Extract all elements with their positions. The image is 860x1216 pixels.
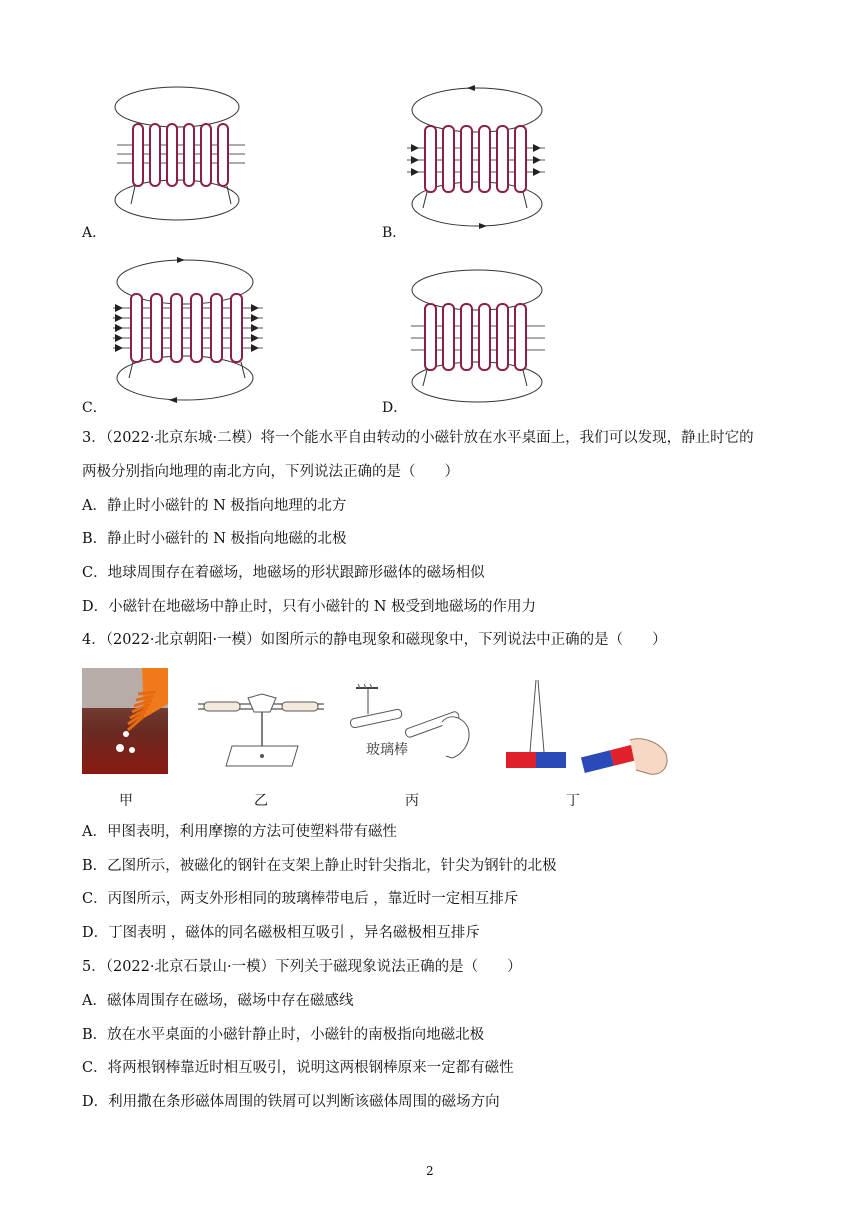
page-number: 2 xyxy=(426,1164,434,1178)
question-4-option-d: D．丁图表明 ，磁体的同名磁极相互吸引 ，异名磁极相互排斥 xyxy=(82,925,480,941)
question-4-option-a: A．甲图表明，利用摩擦的方法可使塑料带有磁性 xyxy=(82,824,397,840)
figure-option-a-label: A． xyxy=(82,225,107,241)
question-5-option-a: A．磁体周围存在磁场，磁场中存在磁感线 xyxy=(82,993,354,1009)
figure-option-d-label: D． xyxy=(382,400,408,416)
question-3-stem-line1: 3．（2022·北京东城·二模）将一个能水平自由转动的小磁针放在水平桌面上，我们可以发现，静止时它的 xyxy=(82,430,754,446)
question-5-option-d: D．利用撒在条形磁体周围的铁屑可以判断该磁体周围的磁场方向 xyxy=(82,1094,500,1110)
needle-stand-figure xyxy=(196,690,326,770)
question-4-option-c: C．丙图所示，两支外形相同的玻璃棒带电后 ，靠近时一定相互排斥 xyxy=(82,891,519,907)
question-3-option-b: B．静止时小磁针的 N 极指向地磁的北极 xyxy=(82,531,347,547)
solenoid-figure-d xyxy=(405,262,555,412)
solenoid-figure-a xyxy=(105,80,255,240)
figure-caption-jia: 甲 xyxy=(119,793,133,809)
comb-photo xyxy=(82,668,168,774)
figure-caption-yi: 乙 xyxy=(254,793,268,809)
figure-option-b-label: B． xyxy=(382,225,407,241)
figure-option-c-label: C． xyxy=(82,400,107,416)
figure-caption-bing: 丙 xyxy=(405,793,419,809)
question-4-stem: 4．（2022·北京朝阳·一模）如图所示的静电现象和磁现象中，下列说法中正确的是（ ） xyxy=(82,632,667,648)
question-3-option-a: A．静止时小磁针的 N 极指向地理的北方 xyxy=(82,498,347,514)
figure-caption-ding: 丁 xyxy=(566,793,580,809)
question-3-stem-line2: 两极分别指向地理的南北方向，下列说法正确的是（ ） xyxy=(82,464,459,480)
question-3-option-d: D．小磁针在地磁场中静止时，只有小磁针的 N 极受到地磁场的作用力 xyxy=(82,599,537,615)
glass-rod-figure xyxy=(346,682,476,778)
glass-rod-label: 玻璃棒 xyxy=(366,742,408,758)
question-5-option-c: C．将两根钢棒靠近时相互吸引，说明这两根钢棒原来一定都有磁性 xyxy=(82,1060,514,1076)
question-5-option-b: B．放在水平桌面的小磁针静止时，小磁针的南极指向地磁北极 xyxy=(82,1027,485,1043)
question-5-stem: 5．（2022·北京石景山·一模）下列关于磁现象说法正确的是（ ） xyxy=(82,959,522,975)
question-3-option-c: C．地球周围存在着磁场，地磁场的形状跟蹄形磁体的磁场相似 xyxy=(82,565,485,581)
solenoid-figure-b xyxy=(405,80,555,240)
solenoid-figure-c xyxy=(105,250,275,415)
question-4-option-b: B．乙图所示，被磁化的钢针在支架上静止时针尖指北，针尖为钢针的北极 xyxy=(82,858,557,874)
bar-magnet-figure xyxy=(500,680,672,780)
